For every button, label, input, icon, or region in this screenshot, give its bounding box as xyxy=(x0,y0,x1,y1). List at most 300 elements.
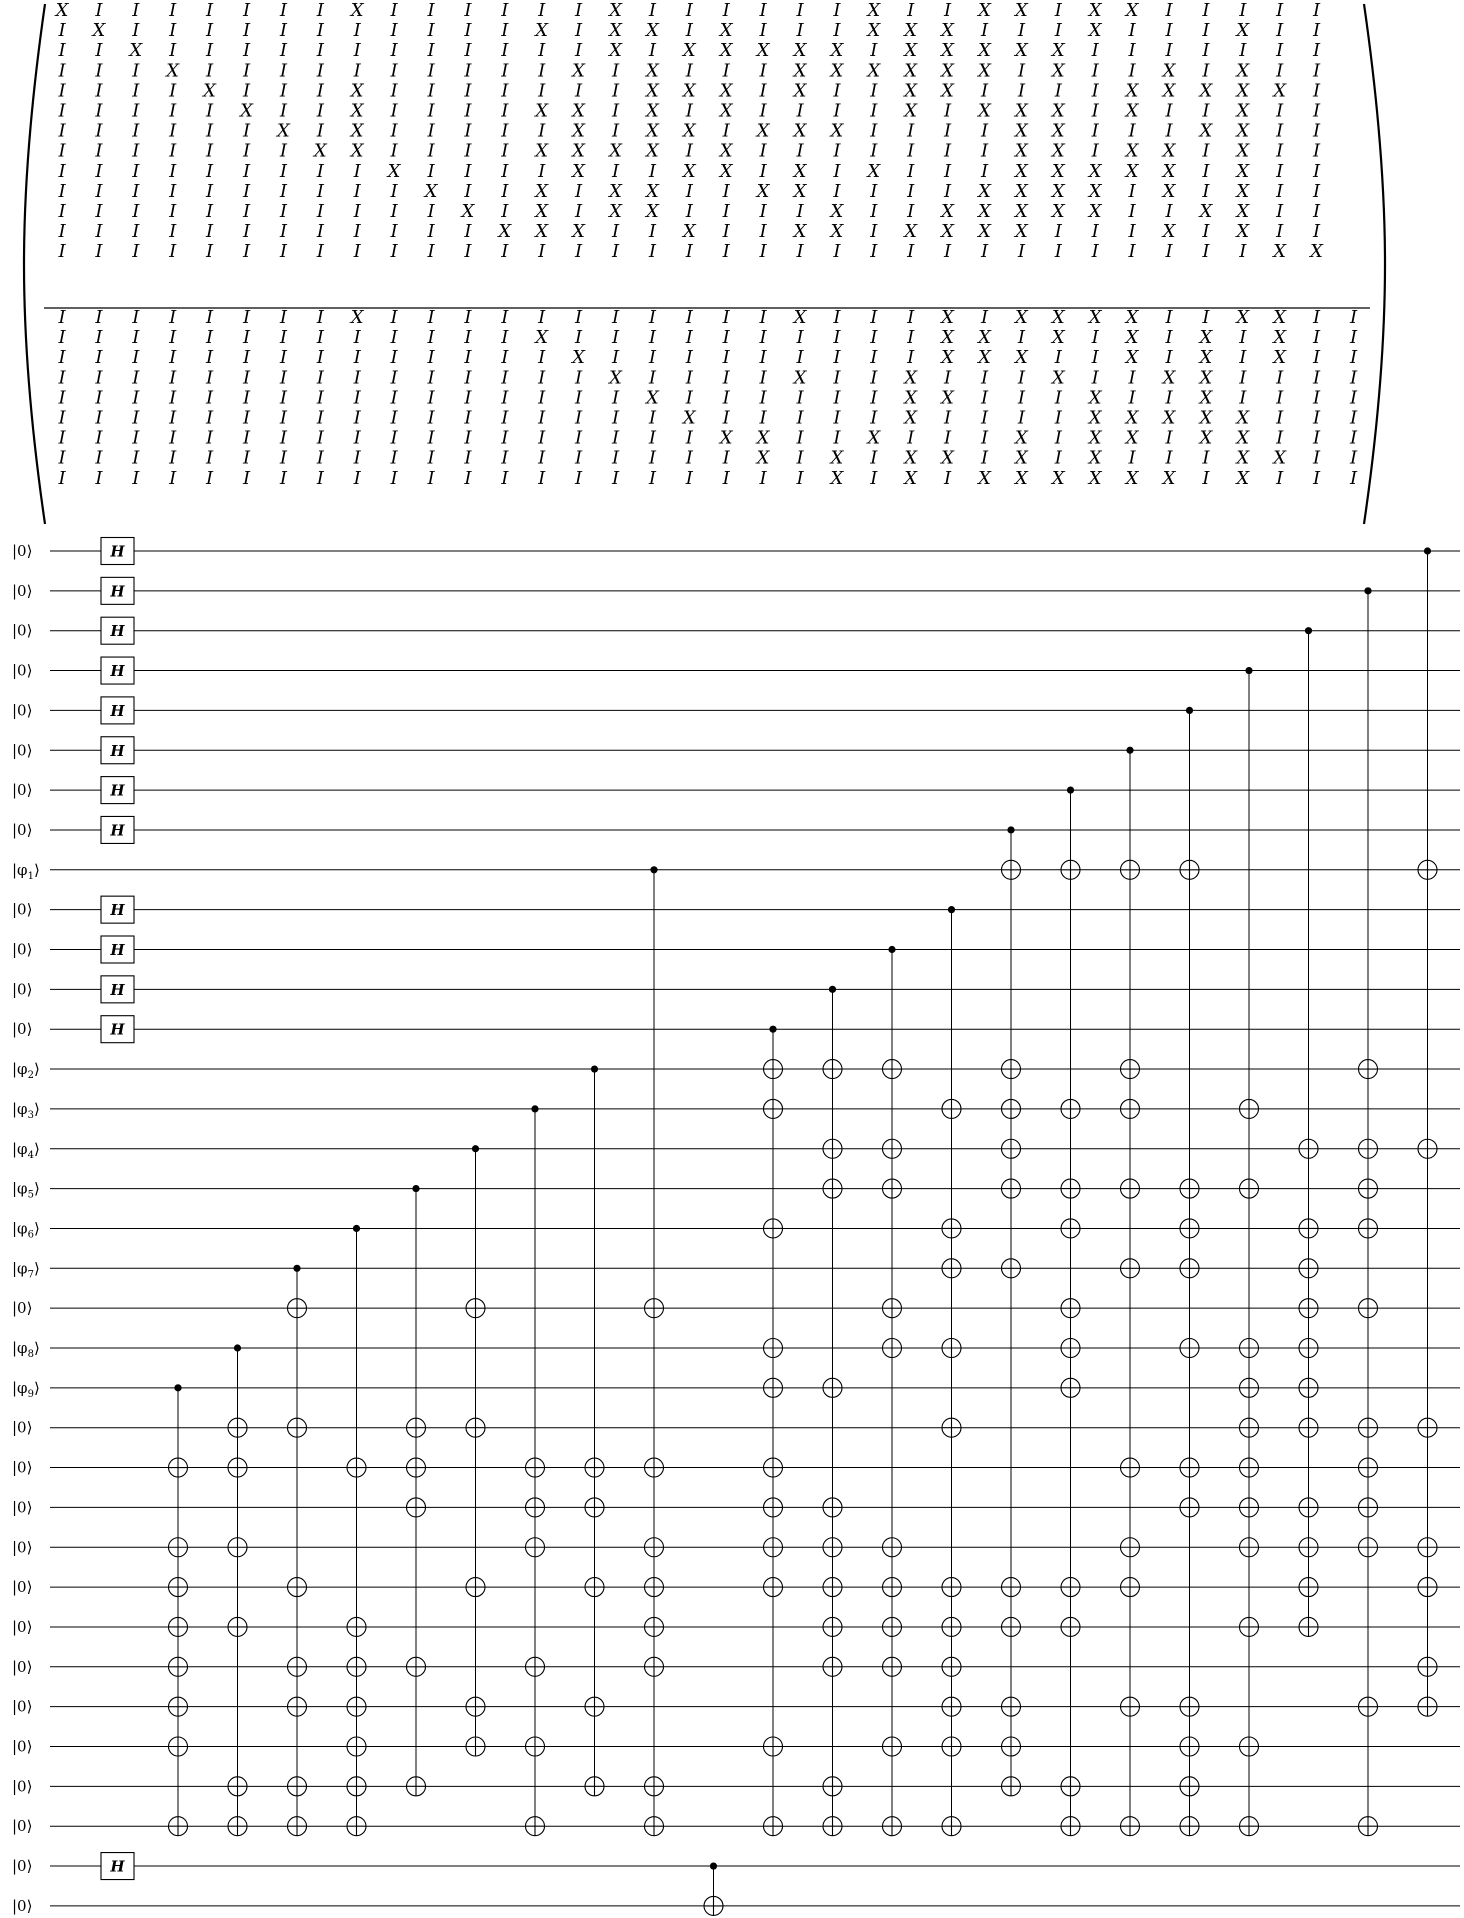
matrix-cell: I xyxy=(1165,40,1173,62)
matrix-cell: I xyxy=(944,120,952,142)
matrix-cell: I xyxy=(501,80,509,102)
matrix-cell: I xyxy=(1128,180,1136,202)
matrix-cell: I xyxy=(1276,221,1284,243)
matrix-cell: I xyxy=(1165,447,1173,469)
matrix-cell: X xyxy=(572,100,586,122)
matrix-cell: I xyxy=(722,60,730,82)
matrix-cell: I xyxy=(95,180,103,202)
matrix-cell: I xyxy=(1276,140,1284,162)
target-oplus xyxy=(228,1458,247,1477)
matrix-cell: I xyxy=(132,120,140,142)
matrix-cell: I xyxy=(427,221,435,243)
matrix-cell: I xyxy=(611,80,620,102)
target-oplus xyxy=(169,1617,188,1636)
matrix-cell: I xyxy=(169,367,177,389)
matrix-cell: I xyxy=(907,120,915,142)
matrix-cell: X xyxy=(1088,387,1102,409)
matrix-cell: I xyxy=(206,387,214,409)
target-oplus xyxy=(169,1538,188,1557)
matrix-cell: I xyxy=(58,160,66,182)
matrix-cell: I xyxy=(242,140,251,162)
matrix-cell: I xyxy=(870,447,878,469)
matrix-cell: I xyxy=(648,327,656,349)
matrix-cell: I xyxy=(427,40,435,62)
target-oplus xyxy=(1299,1418,1318,1437)
matrix-cell: I xyxy=(316,367,324,389)
matrix-cell: X xyxy=(1236,80,1250,102)
matrix-cell: I xyxy=(464,80,472,102)
matrix-cell: I xyxy=(648,447,656,469)
matrix-cell: I xyxy=(316,20,324,42)
matrix-cell: I xyxy=(1091,60,1099,82)
matrix-cell: I xyxy=(390,427,398,449)
target-oplus xyxy=(1299,1538,1318,1557)
matrix-cell: I xyxy=(685,427,693,449)
matrix-cell: I xyxy=(1128,20,1136,42)
matrix-cell: I xyxy=(501,427,509,449)
matrix-cell: X xyxy=(535,327,549,349)
matrix-cell: I xyxy=(759,467,767,489)
svg-text:H: H xyxy=(110,701,125,720)
matrix-cell: I xyxy=(685,467,693,489)
matrix-cell: I xyxy=(1313,160,1321,182)
target-oplus xyxy=(1121,1099,1140,1118)
qubit-label: $|\varphi_7⟩$ xyxy=(12,1259,40,1281)
matrix-cell: I xyxy=(390,80,398,102)
matrix-cell: I xyxy=(95,467,103,489)
matrix-cell: I xyxy=(316,387,324,409)
matrix-cell: I xyxy=(1202,160,1210,182)
matrix-cell: X xyxy=(904,100,918,122)
target-oplus xyxy=(169,1578,188,1597)
target-oplus xyxy=(169,1458,188,1477)
matrix-cell: X xyxy=(1273,327,1287,349)
matrix-cell: I xyxy=(464,447,472,469)
matrix-cell: I xyxy=(907,307,915,328)
matrix-cell: X xyxy=(1236,467,1250,489)
matrix-cell: I xyxy=(944,100,952,122)
matrix-cell: I xyxy=(611,120,620,142)
matrix-cell: I xyxy=(316,467,324,489)
matrix-cell: X xyxy=(1088,427,1102,449)
matrix-cell: I xyxy=(759,80,767,102)
matrix-cell: I xyxy=(944,0,952,21)
matrix-cell: I xyxy=(1313,20,1321,42)
matrix-cell: I xyxy=(1313,120,1321,142)
hadamard-gate xyxy=(101,936,134,963)
matrix-cell: I xyxy=(1313,447,1321,469)
matrix-cell: I xyxy=(1165,20,1173,42)
matrix-cell: I xyxy=(242,467,251,489)
target-oplus xyxy=(1061,1378,1080,1397)
matrix-cell: I xyxy=(796,0,804,21)
matrix-cell: I xyxy=(796,427,804,449)
matrix-cell: I xyxy=(759,241,767,263)
matrix-cell: I xyxy=(58,80,66,102)
matrix-cell: I xyxy=(279,447,287,469)
matrix-cell: I xyxy=(95,241,103,263)
matrix-cell: I xyxy=(501,387,509,409)
matrix-cell: X xyxy=(978,347,991,369)
matrix-cell: I xyxy=(575,80,583,102)
target-oplus xyxy=(288,1299,307,1318)
matrix-cell: I xyxy=(206,120,214,142)
matrix-cell: I xyxy=(722,120,730,142)
matrix-cell: I xyxy=(722,307,730,328)
target-oplus xyxy=(1418,1657,1437,1676)
matrix-cell: X xyxy=(904,407,918,429)
matrix-cell: X xyxy=(1051,201,1065,222)
matrix-cell: X xyxy=(1162,180,1176,202)
matrix-cell: I xyxy=(316,60,324,82)
matrix-cell: I xyxy=(1276,180,1284,202)
target-oplus xyxy=(645,1817,664,1836)
matrix-cell: I xyxy=(1165,120,1173,142)
matrix-cell: I xyxy=(501,120,509,142)
matrix-cell: I xyxy=(501,347,509,369)
matrix-cell: I xyxy=(1313,467,1321,489)
matrix-cell: I xyxy=(538,447,546,469)
matrix-cell: X xyxy=(1125,0,1139,21)
target-oplus xyxy=(526,1458,545,1477)
matrix-cell: I xyxy=(206,407,214,429)
target-oplus xyxy=(942,1099,961,1118)
matrix-cell: I xyxy=(1276,201,1284,222)
matrix-cell: X xyxy=(645,60,659,82)
matrix-cell: I xyxy=(95,347,103,369)
matrix-cell: X xyxy=(645,100,659,122)
matrix-cell: I xyxy=(1091,120,1099,142)
target-oplus xyxy=(1359,1817,1378,1836)
qubit-label: |0⟩ xyxy=(12,741,33,760)
cnot-gate xyxy=(347,1225,366,1836)
matrix-cell: I xyxy=(390,467,398,489)
matrix-cell: I xyxy=(1128,201,1136,222)
matrix-cell: I xyxy=(1165,100,1173,122)
matrix-cell: I xyxy=(796,20,804,42)
matrix-cell: X xyxy=(535,180,549,202)
qubit-label: |0⟩ xyxy=(12,1777,33,1796)
control-dot xyxy=(948,906,955,913)
hadamard-gate xyxy=(101,617,134,644)
matrix-cell: X xyxy=(572,140,586,162)
matrix-cell: X xyxy=(941,80,955,102)
matrix-cell: I xyxy=(1128,367,1136,389)
matrix-cell: X xyxy=(1236,221,1250,243)
matrix-cell: I xyxy=(833,80,841,102)
svg-text:H: H xyxy=(110,542,125,561)
matrix-cell: I xyxy=(132,447,140,469)
matrix-cell: I xyxy=(242,407,251,429)
matrix-cell: X xyxy=(1051,60,1065,82)
matrix-cell: I xyxy=(1276,40,1284,62)
matrix-cell: I xyxy=(279,241,287,263)
matrix-cell: I xyxy=(427,447,435,469)
qubit-label: |0⟩ xyxy=(12,820,33,839)
hadamard-gate xyxy=(101,777,134,804)
target-oplus xyxy=(883,1339,902,1358)
matrix-cell: I xyxy=(538,120,546,142)
matrix-cell: I xyxy=(316,201,324,222)
matrix-cell: I xyxy=(206,241,214,263)
matrix-cell: I xyxy=(464,387,472,409)
matrix-cell: X xyxy=(793,180,807,202)
matrix-cell: I xyxy=(1276,20,1284,42)
qubit-label: |0⟩ xyxy=(12,1299,33,1318)
matrix-cell: I xyxy=(353,20,361,42)
matrix-cell: I xyxy=(427,327,435,349)
matrix-cell: X xyxy=(1088,447,1102,469)
target-oplus xyxy=(288,1418,307,1437)
target-oplus xyxy=(1359,1538,1378,1557)
matrix-cell: I xyxy=(759,307,767,328)
target-oplus xyxy=(883,1538,902,1557)
matrix-cell: X xyxy=(1236,407,1250,429)
matrix-cell: X xyxy=(645,80,659,102)
matrix-cell: I xyxy=(353,367,361,389)
matrix-cell: I xyxy=(575,427,583,449)
matrix-cell: I xyxy=(1128,60,1136,82)
matrix-cell: I xyxy=(242,327,251,349)
target-oplus xyxy=(1359,1179,1378,1198)
matrix-cell: I xyxy=(206,467,214,489)
matrix-cell: I xyxy=(611,347,620,369)
matrix-cell: X xyxy=(1199,367,1213,389)
target-oplus xyxy=(1180,1339,1199,1358)
target-oplus xyxy=(1418,1697,1437,1716)
target-oplus xyxy=(288,1657,307,1676)
matrix-cell: I xyxy=(132,221,140,243)
matrix-cell: I xyxy=(501,307,509,328)
matrix-cell: I xyxy=(206,347,214,369)
target-oplus xyxy=(288,1817,307,1836)
matrix-cell: I xyxy=(390,407,398,429)
matrix-cell: I xyxy=(58,201,66,222)
matrix-cell: I xyxy=(1313,140,1321,162)
matrix-cell: I xyxy=(722,327,730,349)
matrix-cell: I xyxy=(611,327,620,349)
matrix-cell: I xyxy=(1091,241,1099,263)
matrix-cell: I xyxy=(1276,60,1284,82)
matrix-cell: I xyxy=(575,241,583,263)
matrix-cell: I xyxy=(611,241,620,263)
control-dot xyxy=(1424,547,1431,554)
matrix-cell: I xyxy=(427,160,435,182)
matrix-cell: I xyxy=(464,60,472,82)
control-dot xyxy=(710,1862,717,1869)
matrix-cell: I xyxy=(980,120,989,142)
matrix-cell: X xyxy=(941,347,955,369)
target-oplus xyxy=(1061,1339,1080,1358)
matrix-cell: I xyxy=(759,201,767,222)
matrix-cell: I xyxy=(316,80,324,102)
matrix-cell: I xyxy=(316,307,324,328)
matrix-cell: X xyxy=(609,180,622,202)
matrix-cell: I xyxy=(279,427,287,449)
target-oplus xyxy=(347,1777,366,1796)
matrix-cell: X xyxy=(645,20,659,42)
matrix-cell: I xyxy=(206,20,214,42)
matrix-cell: I xyxy=(242,120,251,142)
target-oplus xyxy=(942,1817,961,1836)
matrix-cell: I xyxy=(132,60,140,82)
matrix-cell: I xyxy=(1313,40,1321,62)
matrix-cell: I xyxy=(538,60,546,82)
matrix-cell: X xyxy=(1051,307,1065,328)
qubit-label: $|\varphi_5⟩$ xyxy=(12,1179,40,1201)
control-dot xyxy=(1245,667,1252,674)
matrix-cell: X xyxy=(1014,467,1028,489)
matrix-cell: I xyxy=(501,447,509,469)
target-oplus xyxy=(169,1657,188,1676)
matrix-cell: X xyxy=(535,201,549,222)
qubit-label: |0⟩ xyxy=(12,1817,33,1836)
hadamard-gate xyxy=(101,697,134,724)
matrix-cell: X xyxy=(1162,367,1176,389)
matrix-cell: X xyxy=(1125,427,1139,449)
matrix-cell: I xyxy=(796,347,804,369)
matrix-cell: I xyxy=(427,347,435,369)
matrix-cell: I xyxy=(1054,427,1062,449)
matrix-cell: I xyxy=(279,180,287,202)
matrix-cell: I xyxy=(575,40,583,62)
matrix-cell: I xyxy=(169,467,177,489)
cnot-gate xyxy=(466,1145,485,1756)
matrix-cell: I xyxy=(95,80,103,102)
matrix-cell: I xyxy=(1349,327,1358,349)
matrix-cell: I xyxy=(538,307,546,328)
matrix-cell: X xyxy=(572,160,586,182)
qubit-label: |0⟩ xyxy=(12,1458,33,1477)
matrix-cell: X xyxy=(1125,160,1139,182)
target-oplus xyxy=(1180,1179,1199,1198)
qubit-label: $|\varphi_8⟩$ xyxy=(12,1339,40,1360)
matrix-cell: X xyxy=(867,60,881,82)
matrix-cell: X xyxy=(1236,447,1250,469)
svg-text:H: H xyxy=(110,980,125,999)
target-oplus xyxy=(1180,1498,1199,1517)
matrix-cell: I xyxy=(58,367,66,389)
matrix-cell: I xyxy=(132,100,140,122)
matrix-cell: X xyxy=(1162,80,1176,102)
matrix-cell: I xyxy=(169,120,177,142)
matrix-cell: X xyxy=(609,367,622,389)
matrix-cell: I xyxy=(980,427,989,449)
matrix-cell: I xyxy=(242,387,251,409)
matrix-cell: I xyxy=(95,160,103,182)
matrix-cell: X xyxy=(350,120,364,142)
matrix-cell: X xyxy=(978,467,991,489)
cnot-gate xyxy=(585,1065,604,1795)
matrix-cell: I xyxy=(390,100,398,122)
matrix-cell: I xyxy=(169,241,177,263)
matrix-cell: X xyxy=(1014,160,1028,182)
target-oplus xyxy=(1061,860,1080,879)
matrix-cell: I xyxy=(1202,100,1210,122)
matrix-cell: I xyxy=(685,307,693,328)
matrix-cell: I xyxy=(980,241,989,263)
matrix-cell: I xyxy=(242,180,251,202)
matrix-cell: X xyxy=(1051,327,1065,349)
target-oplus xyxy=(764,1219,783,1238)
control-dot xyxy=(650,866,657,873)
matrix-cell: I xyxy=(1054,347,1062,369)
target-oplus xyxy=(1418,1578,1437,1597)
matrix-cell: I xyxy=(833,160,841,182)
matrix-cell: I xyxy=(95,367,103,389)
matrix-cell: I xyxy=(648,307,656,328)
target-oplus xyxy=(764,1538,783,1557)
matrix-cell: I xyxy=(648,241,656,263)
matrix-cell: X xyxy=(830,60,844,82)
matrix-cell: I xyxy=(464,221,472,243)
matrix-cell: I xyxy=(427,367,435,389)
cnot-gate xyxy=(645,866,664,1835)
matrix-cell: I xyxy=(575,201,583,222)
cnot-gate xyxy=(1418,547,1437,1716)
matrix-cell: X xyxy=(350,0,364,21)
target-oplus xyxy=(645,1578,664,1597)
target-oplus xyxy=(466,1578,485,1597)
matrix-cell: I xyxy=(1202,60,1210,82)
matrix-cell: I xyxy=(870,387,878,409)
matrix-cell: I xyxy=(796,241,804,263)
matrix-cell: X xyxy=(1014,427,1028,449)
matrix-cell: I xyxy=(796,100,804,122)
target-oplus xyxy=(347,1617,366,1636)
target-oplus xyxy=(1299,1259,1318,1278)
matrix-cell: I xyxy=(1349,447,1358,469)
matrix-cell: X xyxy=(719,40,733,62)
matrix-cell: I xyxy=(722,347,730,369)
matrix-cell: I xyxy=(206,180,214,202)
target-oplus xyxy=(1299,1498,1318,1517)
matrix-cell: I xyxy=(279,407,287,429)
target-oplus xyxy=(1002,1139,1021,1158)
matrix-cell: I xyxy=(980,140,989,162)
matrix-cell: I xyxy=(427,140,435,162)
qubit-label: $|\varphi_4⟩$ xyxy=(12,1139,40,1161)
matrix-cell: I xyxy=(685,60,693,82)
matrix-cell: X xyxy=(793,221,807,243)
matrix-cell: X xyxy=(978,40,991,62)
matrix-cell: I xyxy=(1091,347,1099,369)
matrix-cell: I xyxy=(944,427,952,449)
matrix-cell: X xyxy=(830,467,844,489)
matrix-cell: I xyxy=(169,387,177,409)
matrix-cell: I xyxy=(464,241,472,263)
matrix-cell: I xyxy=(95,387,103,409)
matrix-cell: X xyxy=(572,120,586,142)
matrix-cell: I xyxy=(1128,387,1136,409)
matrix-cell: I xyxy=(980,80,989,102)
matrix-cell: X xyxy=(1125,467,1139,489)
matrix-cell: I xyxy=(796,327,804,349)
matrix-cell: X xyxy=(904,221,918,243)
matrix-cell: I xyxy=(538,160,546,182)
matrix-cell: X xyxy=(350,140,364,162)
target-oplus xyxy=(1121,1578,1140,1597)
matrix-cell: X xyxy=(830,201,844,222)
target-oplus xyxy=(228,1538,247,1557)
matrix-cell: X xyxy=(1199,407,1213,429)
target-oplus xyxy=(823,1538,842,1557)
matrix-cell: I xyxy=(95,40,103,62)
matrix-cell: I xyxy=(870,327,878,349)
target-oplus xyxy=(288,1578,307,1597)
matrix-cell: I xyxy=(648,0,656,21)
target-oplus xyxy=(526,1817,545,1836)
